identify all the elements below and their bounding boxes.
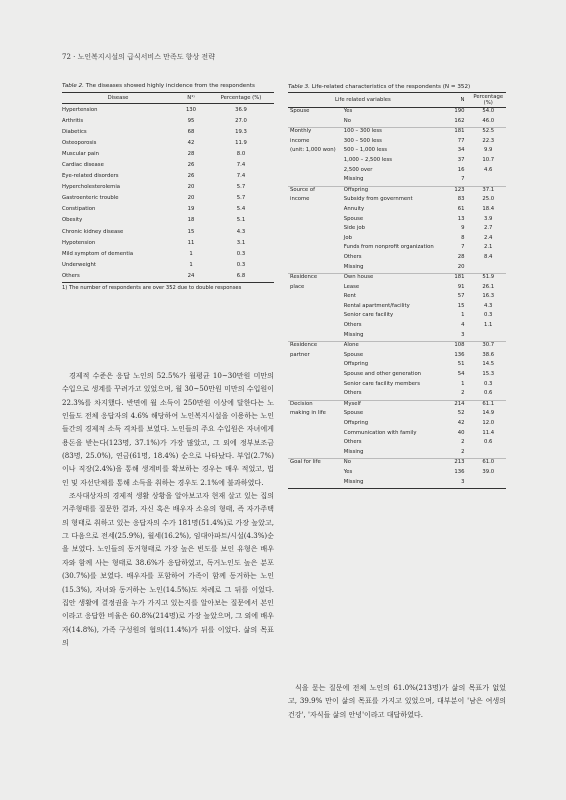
table-2-row: [62, 137, 274, 148]
table-3-cell-n: 3: [461, 331, 465, 338]
table-3-row: [288, 216, 506, 226]
table-3-row: [288, 235, 506, 245]
table-3-row: [288, 352, 506, 362]
table-3-header-percentage: Percentage (%): [473, 94, 504, 106]
table-3-cell-n: 214: [454, 400, 465, 407]
table-3-cell-n: 123: [454, 186, 465, 193]
table-3-cell-n: 42: [457, 420, 465, 426]
table-2-cell-n: 26: [187, 173, 195, 180]
table-3-row: [288, 167, 506, 177]
table-3-cell-category: Communication with family: [343, 429, 417, 436]
table-2-cell-disease: Osteoporosis: [62, 139, 97, 146]
table-3-cell-percentage: 26.1: [482, 283, 495, 290]
table-3-cell-n: 7: [461, 244, 465, 251]
right-column-text: [288, 681, 506, 721]
table-3-cell-category: Missing: [343, 331, 364, 338]
table-2-cell-n: 11: [187, 239, 195, 246]
table-2-grid: [62, 93, 274, 282]
table-3-cell-n: 16: [457, 166, 465, 173]
table-2-cell-percentage: 5.1: [236, 217, 246, 224]
table-3-cell-percentage: 61.0: [482, 459, 495, 466]
table-2-cell-disease: Underweight: [62, 261, 96, 268]
table-3-row: [288, 293, 506, 303]
table-3-cell-group: [288, 118, 344, 128]
table-3-cell-category: Spouse: [343, 215, 364, 222]
table-3-cell-percentage: 37.1: [482, 186, 495, 193]
table-3-row: [288, 322, 506, 332]
table-3-cell-group: Residence: [290, 274, 318, 281]
table-3-cell-group: [288, 254, 344, 264]
table-3-row: [288, 430, 506, 440]
table-3-row: [288, 361, 506, 371]
table-3-cell-category: 1,000 – 2,500 less: [343, 156, 393, 163]
table-3-cell-group: [288, 469, 344, 479]
table-2-cell-percentage: 27.0: [235, 117, 247, 124]
left-column-text: [62, 369, 274, 649]
table-3-cell-n: 83: [457, 196, 465, 203]
table-3-cell-group: Goal for life: [290, 459, 321, 466]
table-3-row: [288, 439, 506, 449]
table-3-cell-percentage: 0.3: [484, 312, 493, 319]
table-3-cell-group: [288, 244, 344, 254]
table-2-header-disease: Disease: [107, 95, 129, 101]
table-2-row: [62, 148, 274, 159]
table-3-cell-category: Own house: [343, 274, 374, 281]
table-3-cell-category: No: [343, 117, 351, 124]
left-paragraph-1: 경제적 수준은 응답 노인의 52.5%가 월평균 10~30만원 미만의 수입으로 생계를 꾸려가고 있었으며, 월 30~50만원 미만의 수입원이 22.3%를 차지했다. 반면에 월 소득이 250만원 이상에 달한다는 노인들도 전체 응답자의 4.6% 해당하여 노인복지시설을 이용하는 노인들간의 경제적 소득 격차를 보였다. 노인들의 주요 수입원은 자녀에게 용돈을 받는다(123명, 37.1%)가 가장 많았고, 그 외에 정부보조금(83명, 25.0%), 연금(61명, 18.4%) 순으로 나타났다. 부업(2.7%)이나 직장(2.4%)을 통해 생계비를 확보하는 경우는 매우 적었고, 법인 및 자선단체를 통해 소득을 취하는 경우도 2.1%에 불과하였다.: [62, 371, 274, 487]
table-3-cell-percentage: 10.7: [482, 156, 495, 163]
table-3-cell-group: Decision: [290, 400, 313, 407]
table-2-cell-disease: Constipation: [62, 206, 96, 213]
table-3-cell-n: 40: [457, 429, 465, 436]
table-3-row: [288, 469, 506, 479]
table-3-cell-group: [288, 390, 344, 400]
table-3-cell-percentage: [470, 176, 506, 186]
table-3-row: [288, 303, 506, 313]
table-3-cell-percentage: 14.5: [482, 361, 495, 368]
table-3-cell-percentage: [470, 479, 506, 489]
table-3-cell-percentage: [470, 449, 506, 459]
table-3-cell-n: 51: [457, 361, 465, 368]
table-3-header-n: N: [460, 97, 465, 103]
table-2-cell-n: 130: [185, 106, 197, 113]
table-3-cell-n: 162: [454, 117, 465, 124]
table-3-cell-category: Subsidy from government: [343, 196, 413, 203]
table-2-cell-n: 19: [187, 206, 195, 213]
table-2-cell-disease: Hypercholesterolemia: [62, 184, 121, 191]
table-3-cell-n: 190: [454, 108, 465, 114]
table-3-cell-category: Job: [343, 234, 352, 241]
table-3-cell-group: partner: [290, 351, 310, 358]
table-3-cell-n: 181: [454, 274, 465, 281]
table-3-cell-category: Rental apartment/facility: [343, 302, 410, 309]
table-3-caption-label: Table 3.: [288, 84, 310, 90]
table-2-row: [62, 182, 274, 193]
table-3-cell-category: Yes: [343, 468, 353, 475]
table-2-cell-n: 26: [187, 162, 195, 169]
table-2-header-row: [62, 93, 274, 104]
table-3-cell-n: 54: [457, 371, 465, 378]
table-3-cell-n: 20: [457, 263, 465, 270]
table-3-cell-category: Missing: [343, 176, 364, 183]
table-3-row: [288, 410, 506, 420]
table-3-cell-n: 136: [454, 468, 465, 475]
table-3-row: [288, 284, 506, 294]
table-2-cell-disease: Hypotension: [62, 239, 96, 246]
table-2-cell-n: 24: [187, 272, 195, 279]
table-3-cell-percentage: 18.4: [482, 205, 495, 212]
table-2-cell-percentage: 3.1: [236, 239, 246, 246]
table-3-cell-category: 100 – 300 less: [343, 128, 382, 135]
table-3-caption-text: Life-related characteristics of the respondents (N = 352): [309, 84, 471, 90]
table-3-cell-category: Lease: [343, 283, 360, 290]
table-3-caption: [288, 84, 506, 91]
table-3-cell-group: [288, 293, 344, 303]
table-3-cell-n: 108: [454, 342, 465, 349]
table-3-row: [288, 390, 506, 400]
table-3-cell-percentage: 1.1: [484, 322, 493, 329]
table-3-row: [288, 157, 506, 167]
table-3-row: [288, 312, 506, 322]
table-3-row: [288, 342, 506, 352]
table-2-row: [62, 226, 274, 237]
table-2-row: [62, 259, 274, 270]
table-3-cell-category: Others: [343, 322, 362, 329]
table-3-cell-category: Senior care facility members: [343, 380, 420, 387]
table-3-header-variables: Life related variables: [335, 97, 391, 103]
left-paragraph-2: 조사대상자의 경제적 생활 상황을 알아보고자 현재 살고 있는 집의 거주형태를 질문한 결과, 자신 혹은 배우자 소유의 형태, 즉 자가주택의 형태로 취하고 있는 응답자의 수가 181명(51.4%)로 가장 높았고, 그 다음으로 전세(25.9%), 월세(16.2%), 임대아파트/시설(4.3%)순을 보였다. 노인들의 동거형태로 가장 높은 빈도를 보인 유형은 배우자와 함께 사는 형태로 38.6%가 응답하였고, 독거노인도 높은 분포(30.7%)를 보였다. 배우자를 포함하여 가족이 함께 동거하는 노인(15.3%), 자녀와 동거하는 노인(14.5%)도 차례로 그 뒤를 이었다. 집안 생활에 결정권을 누가 가지고 있는지를 알아보는 질문에서 본인이라고 응답한 비율은 60.8%(214명)로 가장 높았으며, 그 외에 배우자(14.8%), 가족 구성원의 협의(11.4%)가 뒤를 이었다. 삶의 목표의: [62, 491, 274, 647]
table-2-row: [62, 126, 274, 137]
table-3-row: [288, 138, 506, 148]
table-2-cell-n: 95: [187, 117, 195, 124]
table-3-cell-group: [288, 176, 344, 186]
table-2-cell-percentage: 7.4: [236, 162, 246, 169]
table-3-cell-group: [288, 157, 344, 167]
table-2-cell-disease: Eye-related disorders: [62, 173, 119, 180]
table-3-cell-percentage: 51.9: [482, 274, 495, 281]
table-2-row: [62, 204, 274, 215]
table-3-cell-n: 181: [454, 128, 465, 135]
table-2-cell-disease: Diabetics: [62, 128, 87, 135]
table-3-cell-group: [288, 371, 344, 381]
table-3-row: [288, 147, 506, 157]
table-2-cell-n: 42: [187, 139, 195, 146]
table-3-cell-percentage: 2.7: [484, 225, 493, 232]
table-2-caption: [62, 83, 274, 90]
table-2-cell-disease: Cardiac disease: [62, 162, 104, 169]
table-3-cell-group: [288, 206, 344, 216]
table-3-cell-percentage: 16.3: [482, 293, 495, 300]
table-2-cell-disease: Others: [62, 272, 80, 279]
table-3-grid: [288, 93, 506, 488]
table-3-cell-group: income: [290, 196, 310, 203]
table-3-cell-n: 13: [457, 215, 465, 222]
table-3-cell-n: 77: [457, 137, 465, 144]
table-3-row: [288, 196, 506, 206]
table-3-cell-group: making in life: [290, 410, 326, 417]
table-3-cell-percentage: 30.7: [482, 342, 495, 349]
table-3-cell-group: [288, 303, 344, 313]
table-3-cell-n: 57: [457, 293, 465, 300]
table-2-cell-n: 1: [189, 261, 193, 268]
table-2-cell-n: 68: [187, 128, 195, 135]
table-3-cell-group: Spouse: [290, 108, 310, 114]
table-3-cell-n: 136: [454, 351, 465, 358]
table-3-cell-percentage: 14.9: [482, 410, 495, 417]
table-3-cell-group: Source of: [290, 186, 315, 193]
table-2-row: [62, 215, 274, 226]
table-2-cell-n: 20: [187, 195, 195, 202]
table-3-cell-n: 37: [457, 156, 465, 163]
table-2-row: [62, 237, 274, 248]
table-3-cell-group: Monthly: [290, 128, 312, 135]
table-3-cell-percentage: 61.1: [482, 400, 495, 407]
table-3-cell-n: 1: [461, 312, 465, 319]
table-3-cell-n: 15: [457, 302, 465, 309]
table-3-cell-percentage: 4.6: [484, 166, 493, 173]
table-3-cell-category: Side job: [343, 225, 365, 232]
table-3-cell-category: Missing: [343, 448, 364, 455]
table-2-row: [62, 248, 274, 259]
table-3-bottom-rule: [288, 488, 506, 489]
table-3-row: [288, 479, 506, 489]
table-3-cell-percentage: 4.3: [484, 302, 493, 309]
table-2-row: [62, 104, 274, 116]
table-3-cell-category: Offspring: [343, 186, 369, 193]
table-3-cell-category: 300 – 500 less: [343, 137, 382, 144]
table-3-cell-group: [288, 449, 344, 459]
table-2-header-n: N¹⁾: [187, 95, 195, 101]
table-3-row: [288, 274, 506, 284]
table-2-row: [62, 171, 274, 182]
table-3-cell-group: [288, 167, 344, 177]
table-2-row: [62, 159, 274, 170]
table-3-cell-category: Funds from nonprofit organization: [343, 244, 434, 251]
table-3-cell-percentage: 54.0: [482, 108, 495, 114]
table-3: [288, 84, 506, 489]
table-3-cell-n: 2: [461, 439, 465, 446]
table-3-cell-group: [288, 381, 344, 391]
table-3-cell-percentage: 25.0: [482, 196, 495, 203]
table-3-row: [288, 420, 506, 430]
table-3-cell-percentage: 0.6: [484, 439, 493, 446]
table-2-footnote: 1) The number of respondents are over 352 due to double responses: [62, 284, 242, 291]
table-3-cell-category: Spouse: [343, 351, 364, 358]
table-3-cell-percentage: 2.4: [484, 234, 493, 241]
table-3-cell-n: 2: [461, 448, 465, 455]
table-3-cell-category: Others: [343, 253, 362, 260]
table-2-caption-text: The diseases showed highly incidence from the respondents: [83, 83, 255, 89]
table-2-caption-label: Table 2.: [62, 83, 84, 89]
table-3-row: [288, 225, 506, 235]
table-3-cell-percentage: 15.3: [482, 371, 495, 378]
table-3-cell-n: 91: [457, 283, 465, 290]
table-2-cell-disease: Mild symptom of dementia: [62, 250, 134, 257]
table-3-row: [288, 186, 506, 196]
table-3-row: [288, 244, 506, 254]
running-header: 72 · 노인복지시설의 급식서비스 만족도 향상 전략: [62, 53, 215, 61]
table-3-cell-n: 61: [457, 205, 465, 212]
table-3-cell-n: 9: [461, 225, 465, 232]
table-3-cell-percentage: 46.0: [482, 117, 495, 124]
table-3-cell-category: Others: [343, 390, 362, 397]
table-3-cell-category: Spouse: [343, 410, 364, 417]
table-2-cell-disease: Hypertension: [62, 106, 98, 113]
table-2-cell-percentage: 4.3: [236, 228, 246, 235]
table-3-cell-n: 7: [461, 176, 465, 183]
table-2-cell-percentage: 0.3: [236, 261, 246, 268]
table-3-cell-percentage: [470, 264, 506, 274]
table-3-row: [288, 108, 506, 118]
right-paragraph: 식을 묻는 질문에 전체 노인의 61.0%(213명)가 삶의 목표가 없었고, 39.9% 만이 삶의 목표를 가지고 있었으며, 대부분이 '남은 여생의 건강', '자식들 삶의 안녕'이라고 대답하였다.: [288, 683, 506, 719]
table-3-cell-n: 1: [461, 380, 465, 387]
table-3-cell-category: Spouse and other generation: [343, 371, 422, 378]
table-3-cell-n: 213: [454, 459, 465, 466]
table-2-cell-n: 15: [187, 228, 195, 235]
table-3-cell-category: Alone: [343, 342, 359, 349]
table-3-cell-category: Myself: [343, 400, 361, 407]
table-2-cell-percentage: 7.4: [236, 173, 246, 180]
table-3-cell-percentage: [470, 332, 506, 342]
table-2-cell-percentage: 6.8: [236, 272, 246, 279]
table-3-cell-category: Yes: [343, 108, 353, 114]
table-3-cell-group: [288, 439, 344, 449]
table-3-cell-group: (unit: 1,000 won): [290, 147, 336, 154]
table-3-cell-category: 500 – 1,000 less: [343, 147, 387, 154]
table-3-cell-group: Residence: [290, 342, 318, 349]
table-3-cell-category: Offspring: [343, 361, 369, 368]
table-2-header-percentage: Percentage (%): [220, 95, 262, 101]
table-2-cell-percentage: 36.9: [235, 106, 247, 113]
table-3-cell-group: [288, 479, 344, 489]
table-3-body: [288, 108, 506, 489]
table-3-cell-n: 52: [457, 410, 465, 417]
table-3-cell-percentage: 2.1: [484, 244, 493, 251]
table-3-cell-group: [288, 361, 344, 371]
table-3-cell-n: 34: [457, 147, 465, 154]
table-3-cell-category: Missing: [343, 263, 364, 270]
table-2-cell-disease: Arthritis: [62, 117, 84, 124]
table-2-cell-percentage: 11.9: [235, 139, 247, 146]
table-2-row: [62, 193, 274, 204]
table-3-row: [288, 459, 506, 469]
table-3-cell-n: 28: [457, 253, 465, 260]
table-2-cell-percentage: 8.0: [236, 150, 246, 157]
table-3-cell-group: [288, 312, 344, 322]
table-3-cell-category: Missing: [343, 478, 364, 485]
table-2-cell-disease: Gastroenteric trouble: [62, 195, 119, 202]
table-3-cell-percentage: 0.3: [484, 380, 493, 387]
table-2-cell-disease: Muscular pain: [62, 150, 99, 157]
table-3-row: [288, 371, 506, 381]
table-3-row: [288, 449, 506, 459]
table-3-row: [288, 381, 506, 391]
table-2-cell-n: 1: [189, 250, 193, 257]
table-2-cell-n: 18: [187, 217, 195, 224]
table-3-cell-percentage: 39.0: [482, 468, 495, 475]
table-2-row: [62, 115, 274, 126]
table-3-cell-percentage: 11.4: [482, 429, 495, 436]
table-3-cell-group: [288, 264, 344, 274]
table-3-cell-percentage: 3.9: [484, 215, 493, 222]
table-3-cell-group: [288, 235, 344, 245]
table-3-row: [288, 264, 506, 274]
table-3-cell-n: 4: [461, 322, 465, 329]
table-2-row: [62, 270, 274, 281]
table-2-cell-percentage: 5.7: [236, 195, 246, 202]
table-3-cell-percentage: 22.3: [482, 137, 495, 144]
table-2: [62, 83, 274, 291]
table-2-body: [62, 104, 274, 282]
table-3-cell-group: [288, 332, 344, 342]
table-3-row: [288, 332, 506, 342]
table-2-cell-percentage: 0.3: [236, 250, 246, 257]
table-3-cell-n: 8: [461, 234, 465, 241]
table-3-cell-category: No: [343, 459, 351, 466]
table-2-cell-percentage: 5.4: [236, 206, 246, 213]
table-3-header-row: [288, 93, 506, 108]
table-3-cell-group: [288, 322, 344, 332]
table-3-cell-group: place: [290, 283, 305, 290]
table-3-row: [288, 206, 506, 216]
table-3-cell-n: 2: [461, 390, 465, 397]
table-3-cell-percentage: 52.5: [482, 128, 495, 135]
table-2-cell-disease: Obesity: [62, 217, 83, 224]
table-3-cell-percentage: 12.0: [482, 420, 495, 426]
table-3-row: [288, 128, 506, 138]
table-2-cell-n: 20: [187, 184, 195, 191]
table-3-row: [288, 118, 506, 128]
table-3-cell-percentage: 9.9: [484, 147, 493, 154]
table-3-cell-category: Others: [343, 439, 362, 446]
table-3-cell-group: [288, 225, 344, 235]
table-3-cell-n: 3: [461, 478, 465, 485]
table-3-cell-category: Rent: [343, 293, 356, 300]
table-3-cell-group: income: [290, 137, 310, 144]
table-3-row: [288, 400, 506, 410]
table-3-cell-percentage: 8.4: [484, 253, 493, 260]
table-3-cell-category: 2,500 over: [343, 166, 373, 173]
table-3-cell-category: Senior care facility: [343, 312, 394, 319]
table-3-cell-percentage: 38.6: [482, 351, 495, 358]
table-3-cell-group: [288, 430, 344, 440]
table-3-cell-group: [288, 420, 344, 430]
table-2-bottom-rule: [62, 282, 274, 283]
table-2-cell-percentage: 5.7: [236, 184, 246, 191]
table-3-row: [288, 176, 506, 186]
table-3-cell-category: Annuity: [343, 205, 365, 212]
table-3-cell-category: Offspring: [343, 420, 369, 426]
table-2-cell-disease: Chronic kidney disease: [62, 228, 124, 235]
table-2-cell-percentage: 19.3: [235, 128, 247, 135]
table-3-cell-group: [288, 216, 344, 226]
table-3-cell-percentage: 0.6: [484, 390, 493, 397]
table-3-row: [288, 254, 506, 264]
table-2-cell-n: 28: [187, 150, 195, 157]
